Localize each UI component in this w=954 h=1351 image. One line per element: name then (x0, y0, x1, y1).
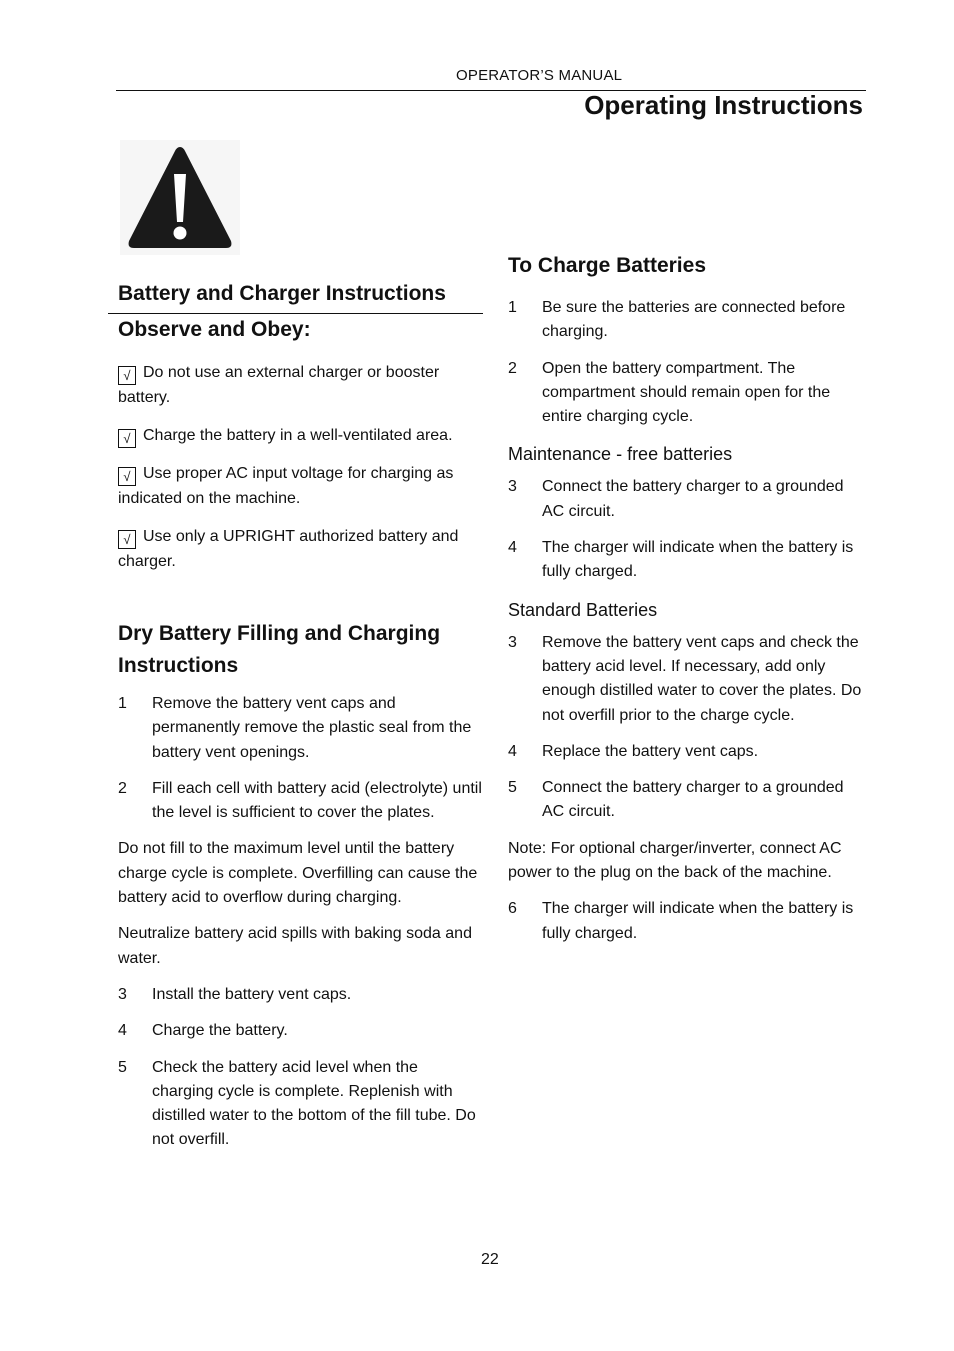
warning-exclamation-icon (120, 140, 240, 255)
inverter-note: Note: For optional charger/inverter, connect AC power to the plug on the back of the machine. (508, 839, 842, 882)
step-item (508, 536, 868, 585)
step-item (118, 1056, 483, 1153)
step-text: Connect the battery charger to a grounded AC circuit. (542, 478, 844, 520)
step-item (508, 776, 868, 825)
dry-steps-list-b (118, 983, 483, 1153)
checklist-text: Do not use an external charger or booster battery. (118, 364, 440, 406)
checklist-text: Charge the battery in a well-ventilated area. (143, 427, 453, 444)
step-number: 2 (118, 779, 127, 797)
step-text: Fill each cell with battery acid (electrolyte) until the level is sufficient to cover the plates. (152, 779, 482, 822)
step-number: 6 (508, 900, 517, 918)
check-mark-icon: √ (118, 366, 136, 385)
step-text: Open the battery compartment. The compartment should remain open for the entire charging cycle. (542, 359, 831, 426)
battery-charger-title: Battery and Charger Instructions (118, 282, 446, 305)
observe-obey-title: Observe and Obey: (118, 318, 311, 341)
charge-batteries-title: To Charge Batteries (508, 254, 706, 277)
check-mark-icon: √ (118, 429, 136, 448)
step-number: 4 (508, 742, 517, 760)
step-text: Check the battery acid level when the charging cycle is complete. Replenish with distilled water to the bottom of the fill tube. Do not overfill. (152, 1058, 476, 1149)
maintenance-free-heading: Maintenance - free batteries (508, 444, 733, 465)
check-mark-icon: √ (118, 530, 136, 549)
step-text: The charger will indicate when the battery is fully charged. (542, 900, 854, 942)
step-number: 3 (508, 478, 517, 496)
step-number: 3 (118, 985, 127, 1003)
step-item (118, 777, 483, 826)
step-text: Connect the battery charger to a grounded AC circuit. (542, 779, 844, 821)
maintenance-steps-list (508, 475, 868, 584)
step-text: Be sure the batteries are connected before charging. (542, 299, 846, 341)
charge-steps-list (508, 296, 868, 429)
step-number: 4 (508, 539, 517, 557)
page-number: 22 (481, 1251, 499, 1268)
checklist-item (118, 360, 483, 410)
header-label: OPERATOR’S MANUAL (456, 67, 623, 84)
final-steps-list (508, 897, 868, 946)
checklist-item (118, 423, 483, 448)
step-item (118, 1019, 483, 1043)
step-item (508, 357, 868, 430)
step-text: Remove the battery vent caps and permanently remove the plastic seal from the battery vent openings. (152, 695, 472, 761)
step-item (508, 740, 868, 764)
overfill-note: Do not fill to the maximum level until the battery charge cycle is complete. Overfilling can cause the battery acid to overflow during charging. (118, 840, 478, 907)
step-item (508, 631, 868, 728)
step-number: 3 (508, 633, 517, 651)
dry-battery-title: Dry Battery Filling and Charging Instructions (118, 622, 441, 677)
step-item (508, 296, 868, 345)
left-column (118, 278, 483, 1165)
step-item (118, 692, 483, 765)
page-title: Operating Instructions (584, 90, 863, 120)
step-text: Remove the battery vent caps and check the battery acid level. If necessary, add only enough distilled water to cover the plates. Do not overfill prior to the charge cycle. (542, 633, 862, 724)
dry-steps-list-a (118, 692, 483, 825)
checklist-item (118, 524, 483, 574)
step-number: 5 (118, 1058, 127, 1076)
checklist-text: Use proper AC input voltage for charging as indicated on the machine. (118, 465, 454, 507)
standard-steps-list (508, 631, 868, 825)
step-text: Charge the battery. (152, 1022, 288, 1040)
step-item (118, 983, 483, 1007)
checklist-text: Use only a UPRIGHT authorized battery and charger. (118, 528, 459, 570)
step-number: 5 (508, 779, 517, 797)
right-column (508, 250, 868, 958)
section-rule (108, 313, 483, 314)
step-number: 1 (118, 695, 127, 712)
step-text: Install the battery vent caps. (152, 985, 352, 1003)
step-number: 1 (508, 299, 517, 316)
observe-checklist (118, 360, 483, 574)
step-text: The charger will indicate when the battery is fully charged. (542, 539, 854, 581)
step-item (508, 897, 868, 946)
step-text: Replace the battery vent caps. (542, 742, 759, 760)
step-number: 4 (118, 1022, 127, 1040)
step-item (508, 475, 868, 524)
step-number: 2 (508, 359, 517, 377)
check-mark-icon: √ (118, 467, 136, 486)
neutralize-note: Neutralize battery acid spills with baking soda and water. (118, 925, 472, 967)
checklist-item (118, 461, 483, 511)
standard-batteries-heading: Standard Batteries (508, 599, 658, 620)
